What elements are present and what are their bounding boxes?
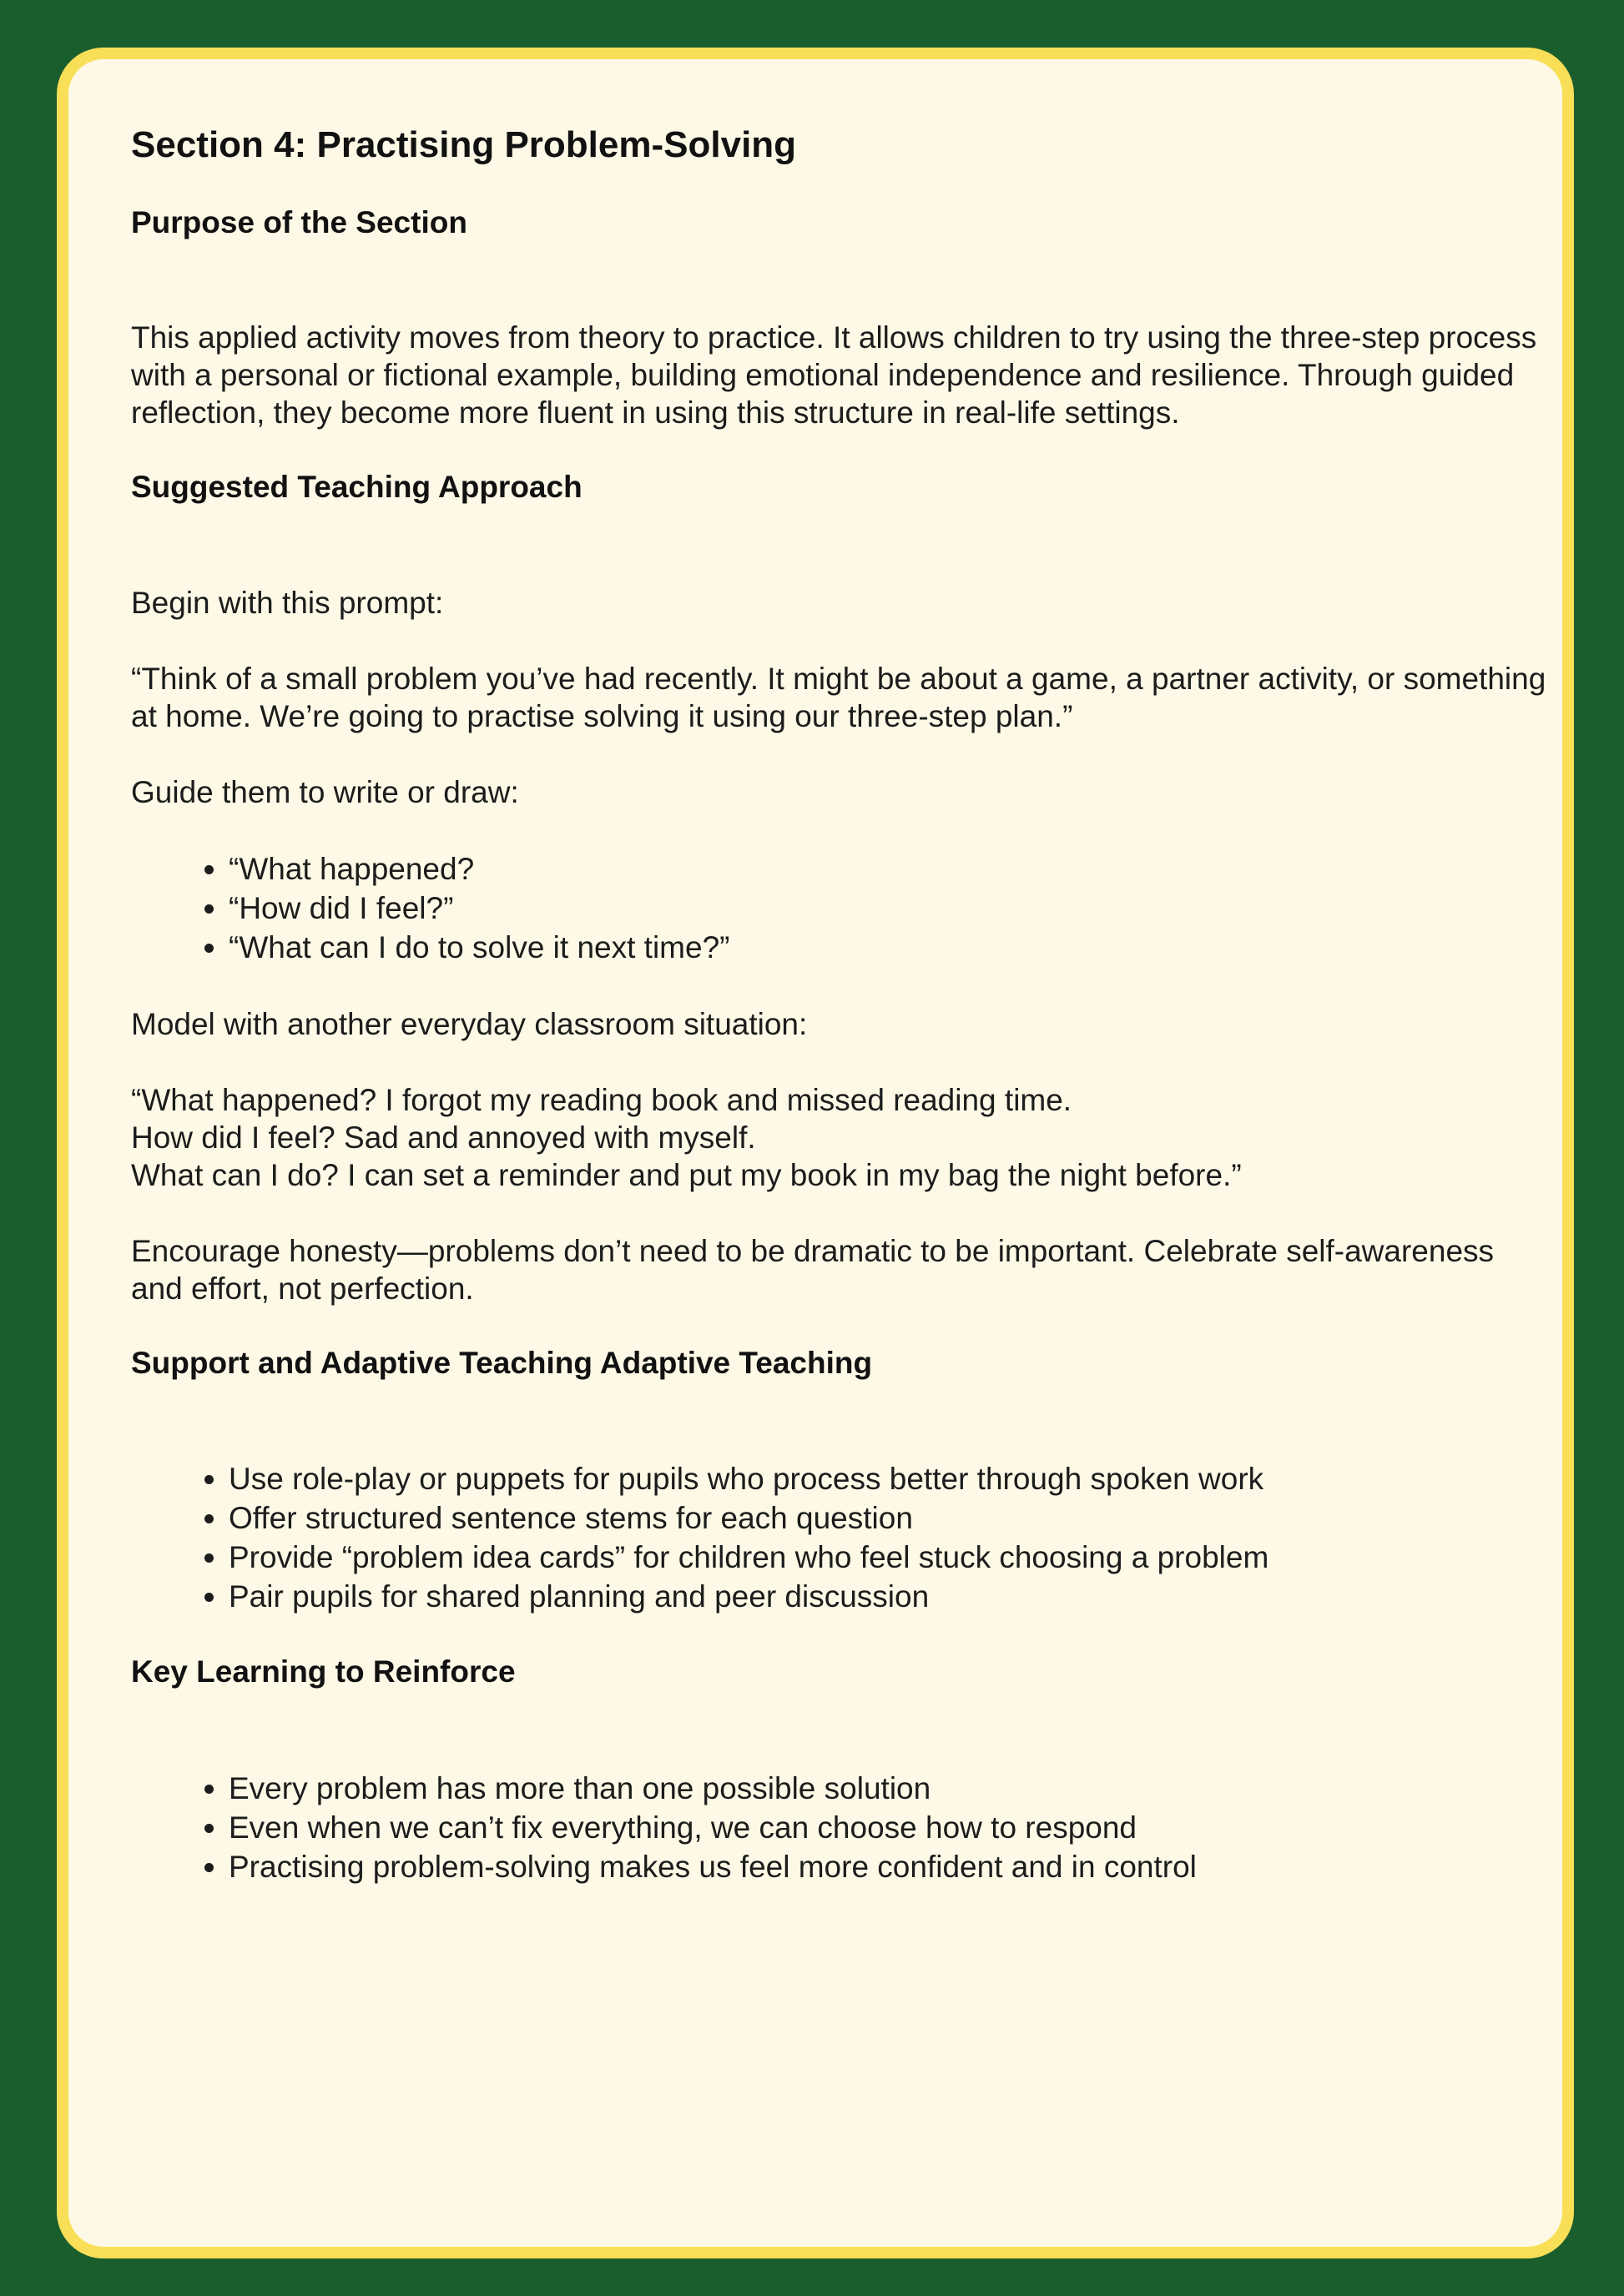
list-item: • Use role-play or puppets for pupils who process better through spoken work	[229, 1459, 1550, 1498]
model-example	[131, 1081, 1550, 1194]
list-item: • Practising problem-solving makes us feel more confident and in control	[229, 1847, 1550, 1886]
list-item: • Even when we can’t fix everything, we can choose how to respond	[229, 1808, 1550, 1847]
content-card	[57, 48, 1574, 2258]
model-line: How did I feel? Sad and annoyed with myself.	[131, 1120, 756, 1155]
encourage-text: Encourage honesty—problems don’t need to be dramatic to be important. Celebrate self-awareness and effort, not perfection.	[131, 1233, 1495, 1306]
model-intro: Model with another everyday classroom situation:	[131, 1006, 808, 1041]
support-list	[131, 1459, 1550, 1616]
list-item: • “How did I feel?”	[229, 889, 1550, 928]
model-line: “What happened? I forgot my reading book and missed reading time.	[131, 1082, 1072, 1117]
question-list	[131, 849, 1550, 967]
key-learning-heading: Key Learning to Reinforce	[131, 1654, 516, 1689]
approach-intro: Begin with this prompt:	[131, 585, 444, 620]
list-item: • Offer structured sentence stems for each question	[229, 1498, 1550, 1538]
approach-guide: Guide them to write or draw:	[131, 774, 519, 809]
list-item: • Pair pupils for shared planning and peer discussion	[229, 1577, 1550, 1616]
list-item: • Every problem has more than one possible solution	[229, 1769, 1550, 1808]
approach-prompt: “Think of a small problem you’ve had recently. It might be about a game, a partner activity, or something at home. We’re going to practise solving it using our three-step plan.”	[131, 661, 1546, 733]
page-title: Section 4: Practising Problem-Solving	[131, 124, 797, 165]
key-learning-list	[131, 1769, 1550, 1886]
list-item: • Provide “problem idea cards” for children who feel stuck choosing a problem	[229, 1538, 1550, 1577]
purpose-text: This applied activity moves from theory to practice. It allows children to try using the three-step process with a personal or fictional example, building emotional independence and resilience. Through guided reflection, they become more fluent in using this structure in real-life settings.	[131, 320, 1537, 430]
document-body	[131, 124, 1550, 1925]
support-heading: Support and Adaptive Teaching Adaptive Teaching	[131, 1345, 873, 1380]
list-item: • “What happened?	[229, 849, 1550, 889]
approach-heading: Suggested Teaching Approach	[131, 470, 583, 505]
list-item: • “What can I do to solve it next time?”	[229, 928, 1550, 967]
purpose-heading: Purpose of the Section	[131, 204, 467, 239]
model-line: What can I do? I can set a reminder and put my book in my bag the night before.”	[131, 1157, 1242, 1192]
